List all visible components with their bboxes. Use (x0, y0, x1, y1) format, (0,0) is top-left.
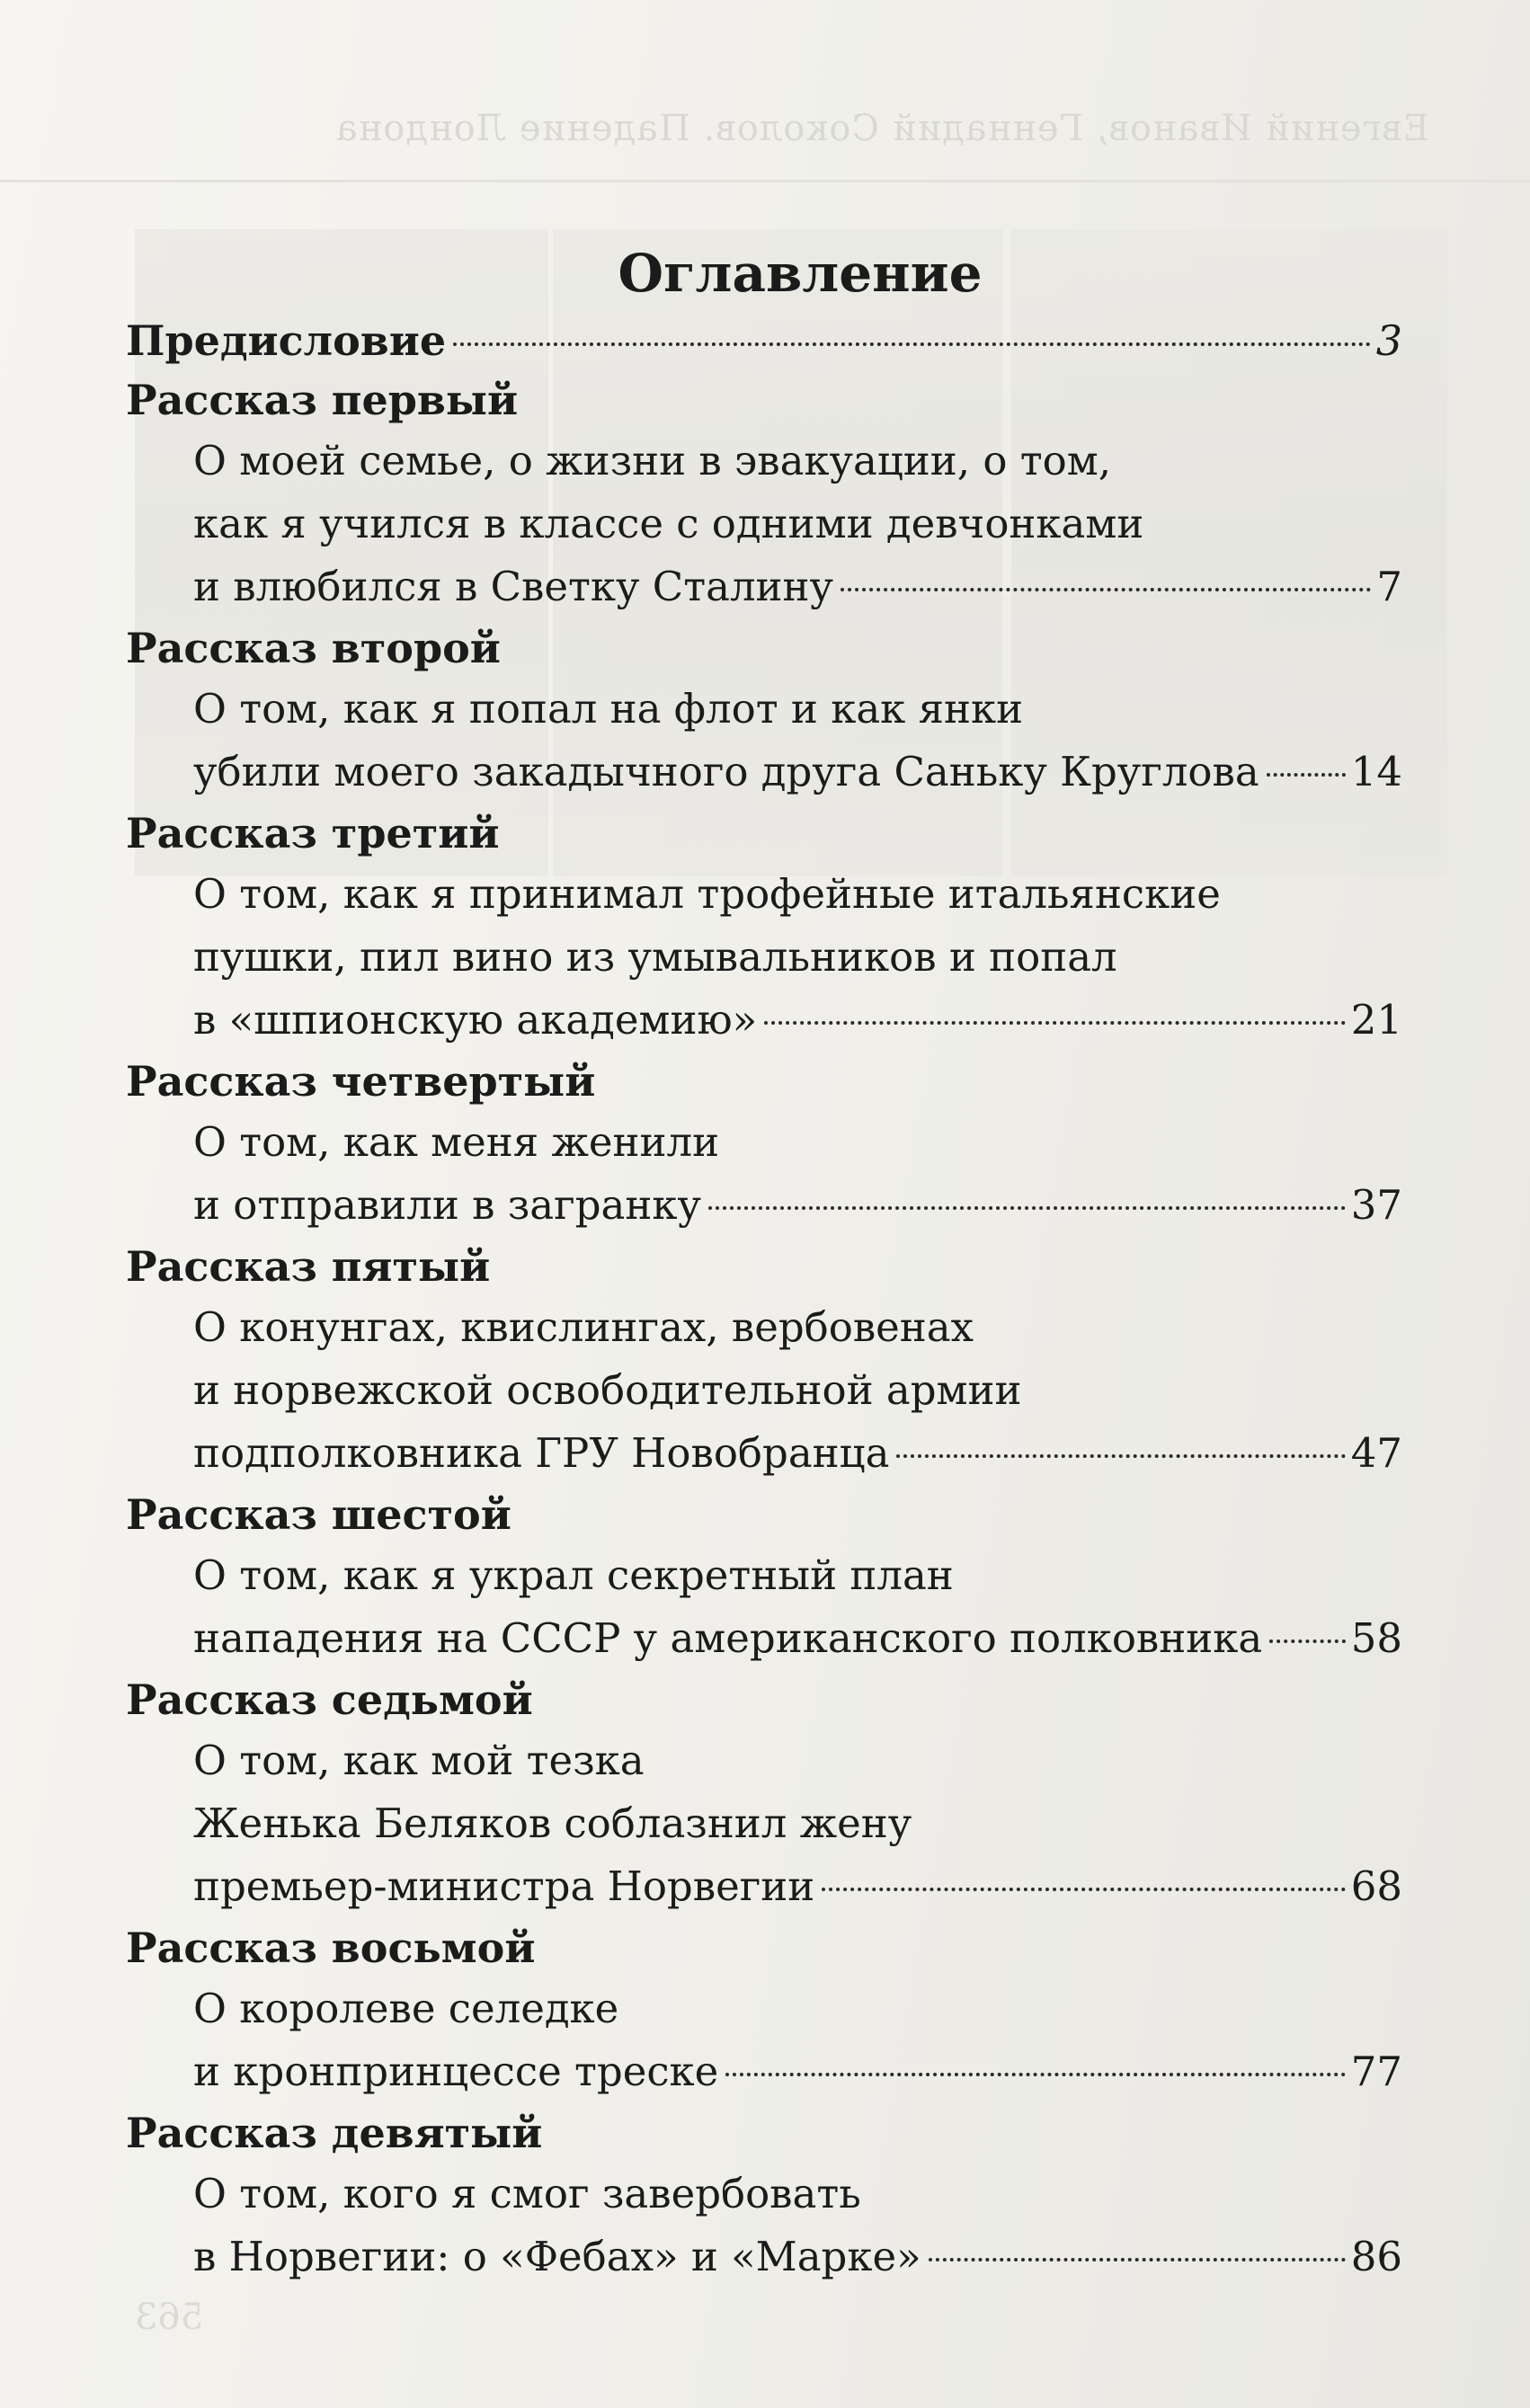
dot-leader (929, 2258, 1346, 2261)
chapter-description-line: О том, как меня женили (193, 1118, 720, 1166)
chapter-heading: Рассказ второй (126, 624, 501, 672)
chapter-heading: Рассказ восьмой (126, 1924, 536, 1972)
chapter-heading: Рассказ третий (126, 809, 500, 857)
chapter-description-line: О конунгах, квислингах, вербовенах (193, 1303, 974, 1351)
chapter-description-line: нападения на СССР у американского полковника (193, 1614, 1263, 1662)
chapter-description-line: и норвежской освободительной армии (193, 1366, 1022, 1414)
chapter-description-line: пушки, пил вино из умывальников и попал (193, 933, 1117, 981)
dot-leader (822, 1888, 1345, 1891)
toc-entry (126, 1237, 1402, 1485)
chapter-description-last-line (126, 1607, 1402, 1670)
chapter-description-last-line (126, 1174, 1402, 1237)
chapter-list (126, 370, 1402, 2288)
bleed-through-header: Евгений Иванов, Геннадий Соколов. Падение Лондона (334, 108, 1429, 149)
chapter-description-line: подполковника ГРУ Новобранца (193, 1429, 890, 1477)
chapter-description-last-line (126, 989, 1402, 1052)
dot-leader (764, 1021, 1346, 1025)
dot-leader (1269, 1639, 1346, 1643)
chapter-description-line: как я учился в классе с одними девчонками (193, 500, 1144, 547)
chapter-description-line: в Норвегии: о «Фебах» и «Марке» (193, 2233, 921, 2280)
toc-title: Оглавление (618, 243, 983, 304)
bleed-through-rule (0, 180, 1530, 182)
dot-leader (708, 1206, 1346, 1210)
page-number: 47 (1350, 1429, 1402, 1477)
page-number: 86 (1350, 2233, 1402, 2280)
toc-entry (126, 2103, 1402, 2288)
chapter-description-line: О моей семье, о жизни в эвакуации, о том, (193, 437, 1112, 484)
chapter-description-last-line (126, 2040, 1402, 2103)
toc-entry (126, 1670, 1402, 1918)
chapter-description-last-line (126, 1855, 1402, 1918)
chapter-description-line: и влюбился в Светку Сталину (193, 563, 834, 610)
table-of-contents (126, 235, 1402, 2288)
chapter-description-last-line (126, 741, 1402, 804)
chapter-description-line: О том, как мой тезка (193, 1737, 645, 1784)
chapter-heading: Рассказ пятый (126, 1242, 491, 1291)
toc-entry-preface (126, 311, 1402, 370)
chapter-description-line: в «шпионскую академию» (193, 996, 758, 1044)
page-number: 58 (1350, 1614, 1402, 1662)
dot-leader (896, 1454, 1345, 1458)
chapter-description-last-line (126, 1422, 1402, 1485)
chapter-description-last-line (126, 555, 1402, 618)
dot-leader (841, 588, 1371, 591)
toc-entry (126, 1052, 1402, 1237)
page-number: 68 (1350, 1862, 1402, 1910)
page-number: 21 (1350, 996, 1402, 1044)
preface-label: Предисловие (126, 316, 447, 365)
toc-entry (126, 370, 1402, 618)
chapter-description-line: премьер-министра Норвегии (193, 1862, 815, 1910)
page-number: 14 (1350, 748, 1402, 795)
dot-leader (1267, 773, 1346, 777)
page-number: 7 (1376, 563, 1402, 610)
chapter-description-line: Женька Беляков соблазнил жену (193, 1799, 912, 1847)
toc-entry (126, 618, 1402, 804)
chapter-heading: Рассказ девятый (126, 2109, 543, 2157)
chapter-description-line: убили моего закадычного друга Саньку Круглова (193, 748, 1259, 795)
chapter-heading: Рассказ первый (126, 376, 519, 424)
toc-entry (126, 804, 1402, 1052)
dot-leader (453, 342, 1371, 346)
page-number: 37 (1350, 1181, 1402, 1229)
bleed-through-page-number: 563 (135, 2297, 204, 2338)
chapter-description-last-line (126, 2226, 1402, 2288)
chapter-description-line: О том, как я принимал трофейные итальянские (193, 870, 1221, 918)
chapter-description-line: О королеве селедке (193, 1985, 619, 2032)
chapter-description-line: и кронпринцессе треске (193, 2048, 719, 2095)
chapter-description-line: О том, кого я смог завербовать (193, 2170, 861, 2217)
dot-leader (725, 2073, 1345, 2076)
page-number: 77 (1350, 2048, 1402, 2095)
chapter-description-line: О том, как я украл секретный план (193, 1551, 954, 1599)
toc-entry (126, 1918, 1402, 2103)
chapter-heading: Рассказ седьмой (126, 1675, 533, 1724)
page-number: 3 (1375, 316, 1402, 365)
chapter-heading: Рассказ четвертый (126, 1057, 596, 1106)
chapter-heading: Рассказ шестой (126, 1490, 511, 1539)
chapter-description-line: и отправили в загранку (193, 1181, 701, 1229)
chapter-description-line: О том, как я попал на флот и как янки (193, 685, 1024, 733)
toc-entry (126, 1485, 1402, 1670)
